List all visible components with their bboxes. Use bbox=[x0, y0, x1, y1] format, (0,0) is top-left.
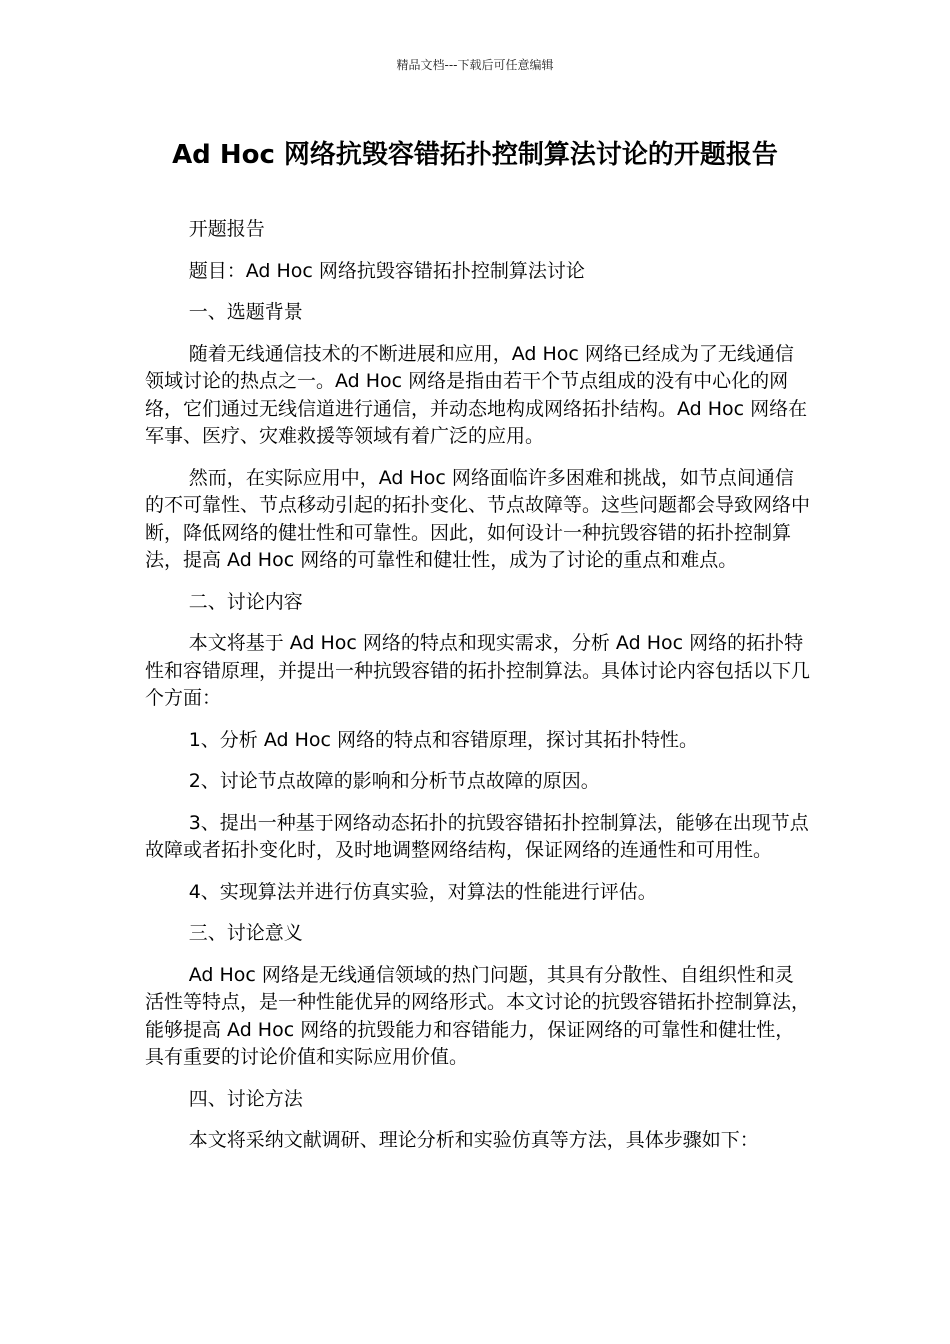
section-heading-background: 一、选题背景 bbox=[188, 301, 303, 323]
document-body bbox=[145, 216, 810, 1169]
list-item: 1、分析 Ad Hoc 网络的特点和容错原理，探讨其拓扑特性。 bbox=[188, 728, 698, 751]
paragraph: 本文将基于 Ad Hoc 网络的特点和现实需求，分析 Ad Hoc 网络的拓扑特性和容错原理，并提出一种抗毁容错的拓扑控制算法。具体讨论内容包括以下几个方面： bbox=[145, 632, 811, 709]
list-item: 2、讨论节点故障的影响和分析节点故障的原因。 bbox=[188, 770, 600, 792]
document-title: Ad Hoc 网络抗毁容错拓扑控制算法讨论的开题报告 bbox=[172, 140, 778, 170]
list-item: 4、实现算法并进行仿真实验，对算法的性能进行评估。 bbox=[188, 880, 657, 903]
list-item: 3、提出一种基于网络动态拓扑的抗毁容错拓扑控制算法，能够在出现节点故障或者拓扑变化时，及时地调整网络结构，保证网络的连通性和可用性。 bbox=[145, 811, 809, 861]
paragraph: 本文将采纳文献调研、理论分析和实验仿真等方法，具体步骤如下： bbox=[188, 1129, 759, 1151]
header-note: 精品文档---下载后可任意编辑 bbox=[396, 58, 554, 72]
paragraph: 随着无线通信技术的不断进展和应用，Ad Hoc 网络已经成为了无线通信领域讨论的热点之一。Ad Hoc 网络是指由若干个节点组成的没有中心化的网络，它们通过无线信道进行通信，并动态地构成网络拓扑结构。Ad Hoc 网络在军事、医疗、灾难救援等领域有着广泛的应用。 bbox=[145, 342, 808, 447]
section-heading-significance: 三、讨论意义 bbox=[188, 922, 303, 944]
section-heading-method: 四、讨论方法 bbox=[188, 1087, 303, 1110]
paragraph: Ad Hoc 网络是无线通信领域的热门问题，其具有分散性、自组织性和灵活性等特点，是一种性能优异的网络形式。本文讨论的抗毁容错拓扑控制算法，能够提高 Ad Hoc 网络的抗毁能力和容错能力，保证网络的可靠性和健壮性，具有重要的讨论价值和实际应用价值。 bbox=[145, 963, 811, 1068]
section-heading-content: 二、讨论内容 bbox=[188, 590, 303, 613]
report-label: 开题报告 bbox=[188, 218, 265, 240]
topic-line: 题目：Ad Hoc 网络抗毁容错拓扑控制算法讨论 bbox=[188, 259, 585, 282]
paragraph: 然而，在实际应用中，Ad Hoc 网络面临许多困难和挑战，如节点间通信的不可靠性、节点移动引起的拓扑变化、节点故障等。这些问题都会导致网络中断，降低网络的健壮性和可靠性。因此，如何设计一种抗毁容错的拓扑控制算法，提高 Ad Hoc 网络的可靠性和健壮性，成为了讨论的重点和难点。 bbox=[145, 466, 811, 571]
